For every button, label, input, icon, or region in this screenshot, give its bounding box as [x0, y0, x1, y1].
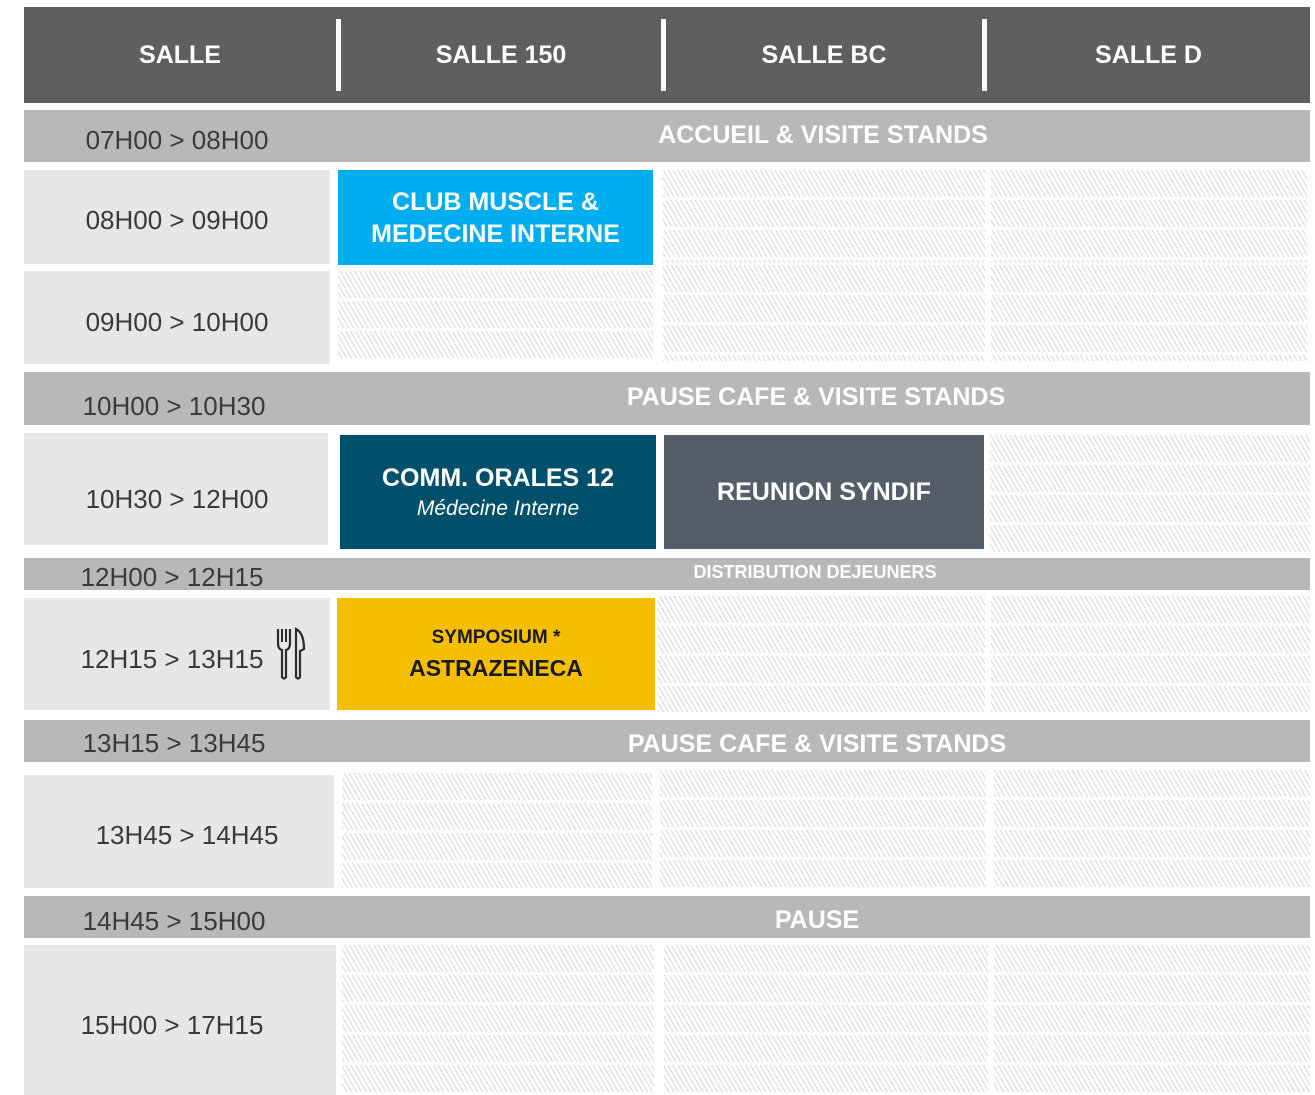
- session-subtitle: Médecine Interne: [416, 496, 580, 520]
- col-header-salle: SALLE: [139, 40, 221, 69]
- empty-slot: [663, 265, 985, 363]
- band-title: ACCUEIL & VISITE STANDS: [658, 120, 988, 149]
- col-header-salle-bc: SALLE BC: [761, 40, 887, 69]
- session-club-muscle[interactable]: [338, 170, 653, 265]
- empty-slot: [994, 770, 1310, 890]
- empty-slot: [342, 945, 654, 1095]
- time-label: 12H15 > 13H15: [80, 643, 264, 674]
- session-title-line1: CLUB MUSCLE &: [392, 187, 599, 216]
- time-label: 10H30 > 12H00: [85, 483, 269, 514]
- session-reunion-syndif[interactable]: [664, 435, 984, 549]
- empty-slot: [991, 265, 1307, 363]
- session-title-line1: SYMPOSIUM *: [431, 626, 561, 648]
- band-time: 07H00 > 08H00: [85, 124, 269, 155]
- empty-slot: [663, 170, 985, 265]
- band-title: PAUSE CAFE & VISITE STANDS: [626, 382, 1006, 411]
- empty-slot: [990, 435, 1310, 555]
- col-header-salle-d: SALLE D: [1095, 40, 1202, 69]
- band-title: DISTRIBUTION DEJEUNERS: [693, 561, 937, 582]
- empty-slot: [658, 596, 985, 714]
- time-label: 09H00 > 10H00: [85, 307, 269, 337]
- session-comm-orales[interactable]: [340, 435, 656, 549]
- time-label: 15H00 > 17H15: [80, 1009, 264, 1040]
- band-title: PAUSE CAFE & VISITE STANDS: [627, 729, 1007, 758]
- time-label: 13H45 > 14H45: [95, 819, 279, 850]
- empty-slot: [991, 596, 1310, 714]
- empty-slot: [664, 945, 988, 1095]
- time-label: 08H00 > 09H00: [85, 204, 269, 235]
- session-title-line2: ASTRAZENECA: [409, 654, 583, 681]
- session-title: REUNION SYNDIF: [717, 477, 931, 506]
- empty-slot: [994, 945, 1310, 1095]
- empty-slot: [342, 773, 652, 890]
- fork-knife-icon: [272, 627, 308, 681]
- band-time: 13H15 > 13H45: [82, 727, 266, 758]
- session-symposium[interactable]: [337, 598, 655, 710]
- empty-slot: [660, 770, 986, 890]
- band-time: 12H00 > 12H15: [80, 561, 264, 592]
- empty-slot: [991, 170, 1307, 265]
- col-header-salle-150: SALLE 150: [435, 40, 567, 69]
- band-time: 14H45 > 15H00: [82, 905, 266, 936]
- empty-slot: [338, 271, 653, 363]
- band-time: 10H00 > 10H30: [82, 390, 266, 421]
- session-title-line2: MEDECINE INTERNE: [371, 219, 620, 248]
- session-title: COMM. ORALES 12: [382, 463, 614, 492]
- band-title: PAUSE: [774, 905, 860, 934]
